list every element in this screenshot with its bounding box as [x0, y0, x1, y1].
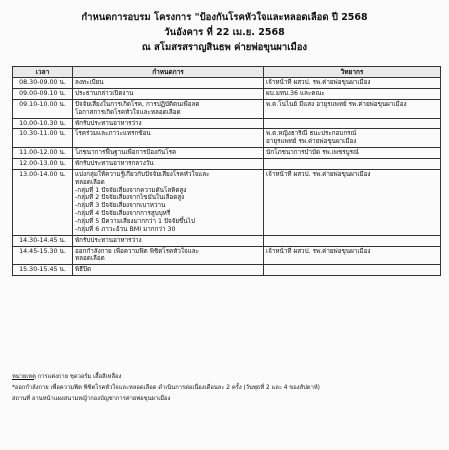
agenda-cell — [73, 246, 264, 265]
agenda-line: -กลุ่มที่ 6 ภาวะอ้วน BMI มากกว่า 30 — [75, 225, 176, 233]
time-cell: 10.00-10.30 น. — [13, 118, 73, 129]
speaker-line — [266, 266, 438, 274]
agenda-cell — [73, 88, 264, 99]
column-header-agenda: กำหนดการ — [73, 67, 264, 78]
speaker-cell — [264, 246, 441, 265]
schedule-rows — [13, 78, 441, 276]
time-cell: 15.30-15.45 น. — [13, 265, 73, 276]
table-header-row — [13, 67, 441, 78]
speaker-cell — [264, 265, 441, 276]
agenda-line: โอกาสการเกิดโรคหัวใจและหลอดเลือด — [75, 108, 181, 116]
speaker-cell — [264, 88, 441, 99]
document-title: กำหนดการอบรม โครงการ "ป้องกันโรคหัวใจและหลอดเลือด ปี 2568 — [81, 12, 368, 23]
note-line-1 — [12, 372, 320, 383]
note-line-2: *ออกกำลังกาย เพื่อความฟิต พิชิตโรคหัวใจและหลอดเลือด ดำเนินการต่อเนื่องเดือนละ 2 ครั้ง (วันพุธที่ 2 และ 4 ของสัปดาห์) — [12, 385, 320, 391]
document-header — [0, 10, 449, 55]
agenda-cell — [73, 169, 264, 235]
schedule-table — [12, 66, 441, 276]
table-row — [13, 88, 441, 99]
agenda-line: -กลุ่มที่ 2 ปัจจัยเสี่ยงจากไขมันในเลือดสูง — [75, 194, 185, 202]
table-row — [13, 148, 441, 159]
speaker-cell — [264, 78, 441, 89]
table-row — [13, 78, 441, 89]
agenda-cell — [73, 118, 264, 129]
agenda-line: -กลุ่มที่ 3 ปัจจัยเสี่ยงจากเบาหวาน — [75, 202, 166, 210]
speaker-line: พ.ต.หญิงธาริณี ธนะประกอบกรณ์ — [266, 130, 357, 138]
speaker-cell — [264, 99, 441, 118]
notes-section — [12, 372, 320, 405]
time-cell: 10.30-11.00 น. — [13, 129, 73, 148]
event-location: ณ สโมสรสราญสินธพ ค่ายพ่อขุนผาเมือง — [141, 42, 308, 53]
column-header-time: เวลา — [13, 67, 73, 78]
time-cell: 09.10-10.00 น. — [13, 99, 73, 118]
speaker-line: นักโภชนาการบำบัด รพ.เพชรบูรณ์ — [266, 149, 359, 157]
column-header-speaker: วิทยากร — [264, 67, 441, 78]
time-cell: 14.30-14.45 น. — [13, 235, 73, 246]
agenda-line: โรคร่วมและภาวะแทรกซ้อน — [75, 130, 151, 138]
agenda-line: พักรับประทานอาหารกลางวัน — [75, 160, 154, 167]
speaker-line: เจ้าหน้าที่ ผสวป. รพ.ค่ายพ่อขุนผาเมือง — [266, 170, 371, 178]
agenda-cell — [73, 159, 264, 170]
table-row — [13, 246, 441, 265]
speaker-line: พ.ต.โนไนย์ มีแสง อายุรแพทย์ รพ.ค่ายพ่อขุนผาเมือง — [266, 100, 407, 108]
table-row — [13, 99, 441, 118]
speaker-cell — [264, 159, 441, 170]
agenda-line: -กลุ่มที่ 5 มีความเสี่ยงมากกว่า 1 ปัจจัยขึ้นไป — [75, 218, 195, 226]
time-cell: 09.00-09.10 น. — [13, 88, 73, 99]
agenda-line: พิธีปิด — [75, 266, 92, 274]
time-cell: 11.00-12.00 น. — [13, 148, 73, 159]
note-line-3: สถานที่ ลานหน้าแผงสนามหญ้ากองบัญชาการค่ายพ่อขุนผาเมือง — [12, 396, 171, 402]
agenda-line: ประธานกล่าวเปิดงาน — [75, 89, 134, 97]
note-dress-code: การแต่งกาย ชุดวอร์ม เสื้อสีเหลือง — [35, 374, 122, 380]
agenda-line: ปัจจัยเสี่ยงในการเกิดโรค, การปฏิบัติตนเพื่อลด — [75, 100, 200, 108]
agenda-cell — [73, 265, 264, 276]
table-row — [13, 129, 441, 148]
agenda-line: ออกกำลังกาย เพื่อความฟิต พิชิตโรคหัวใจและ — [75, 247, 200, 255]
speaker-line: อายุรแพทย์ รพ.ค่ายพ่อขุนผาเมือง — [266, 138, 357, 146]
agenda-line: หลอดเลือด — [75, 255, 105, 263]
speaker-line — [266, 237, 438, 245]
speaker-cell — [264, 129, 441, 148]
speaker-line: ผบ.มทบ.36 และคณะ — [266, 89, 325, 97]
speaker-cell — [264, 118, 441, 129]
agenda-line: พักรับประทานอาหารว่าง — [75, 119, 142, 127]
speaker-line — [266, 160, 438, 168]
time-cell: 08.30-09.00 น. — [13, 78, 73, 89]
agenda-line: แบ่งกลุ่มให้ความรู้เกี่ยวกับปัจจัยเสี่ยงโรคหัวใจและ — [75, 170, 210, 178]
speaker-line: เจ้าหน้าที่ ผสวป. รพ.ค่ายพ่อขุนผาเมือง — [266, 247, 371, 255]
agenda-line: พักรับประทานอาหารว่าง — [75, 236, 142, 244]
table-row — [13, 169, 441, 235]
time-cell: 14.45-15.30 น. — [13, 246, 73, 265]
agenda-line: -กลุ่มที่ 4 ปัจจัยเสี่ยงจากการสูบบุหรี่ — [75, 210, 171, 218]
table-row — [13, 235, 441, 246]
time-cell: 13.00-14.00 น. — [13, 169, 73, 235]
table-row — [13, 159, 441, 170]
event-date: วันอังคาร ที่ 22 เม.ย. 2568 — [164, 27, 285, 38]
speaker-cell — [264, 169, 441, 235]
agenda-line: หลอดเลือด — [75, 178, 105, 186]
table-row — [13, 118, 441, 129]
note-label: หมายเหตุ — [12, 374, 36, 380]
table-row — [13, 265, 441, 276]
speaker-line: เจ้าหน้าที่ ผสวป. รพ.ค่ายพ่อขุนผาเมือง — [266, 79, 371, 87]
time-cell: 12.00-13.00 น. — [13, 159, 73, 170]
agenda-cell — [73, 78, 264, 89]
agenda-cell — [73, 99, 264, 118]
agenda-line: ลงทะเบียน — [75, 79, 104, 87]
agenda-cell — [73, 235, 264, 246]
speaker-line — [266, 120, 438, 128]
speaker-cell — [264, 148, 441, 159]
speaker-cell — [264, 235, 441, 246]
agenda-cell — [73, 129, 264, 148]
agenda-cell — [73, 148, 264, 159]
agenda-line: -กลุ่มที่ 1 ปัจจัยเสี่ยงจากความดันโลหิตสูง — [75, 186, 187, 194]
agenda-line: โภชนาการฟื้นฐานเพื่อการป้องกันโรค — [75, 149, 177, 157]
